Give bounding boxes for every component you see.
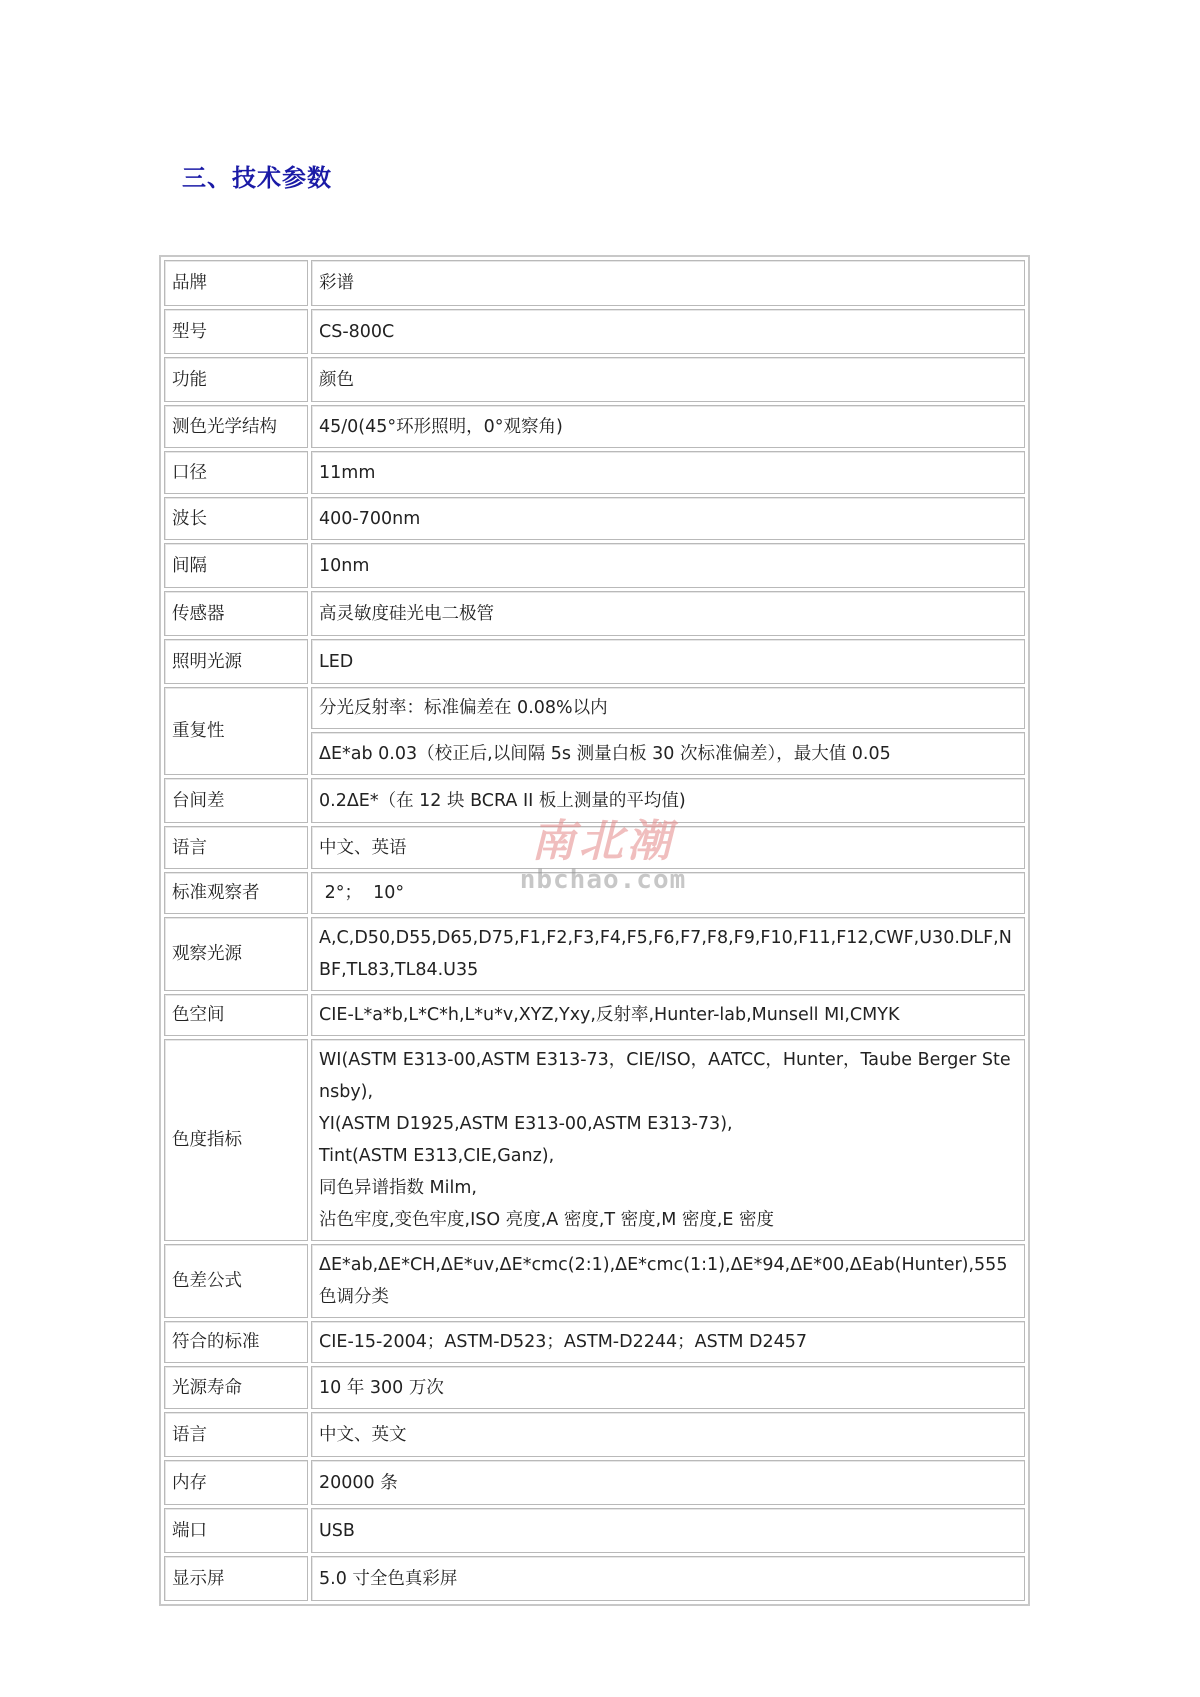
row-label: 符合的标准 — [164, 1321, 308, 1363]
table-row — [164, 639, 1025, 684]
table-row — [164, 497, 1025, 540]
row-label: 色度指标 — [164, 1039, 308, 1241]
row-value: 11mm — [311, 451, 1025, 494]
color-index-line: 沾色牢度,变色牢度,ISO 亮度,A 密度,T 密度,M 密度,E 密度 — [319, 1210, 775, 1230]
row-value: 400-700nm — [311, 497, 1025, 540]
row-label: 标准观察者 — [164, 872, 308, 914]
color-index-line: WI(ASTM E313-00,ASTM E313-73，CIE/ISO，AATCC，Hunter，Taube Berger Stensby), — [319, 1050, 1011, 1102]
row-label: 语言 — [164, 1412, 308, 1457]
row-value: LED — [311, 639, 1025, 684]
color-index-line: Tint(ASTM E313,CIE,Ganz), — [319, 1146, 555, 1166]
row-value: 中文、英语 — [311, 826, 1025, 869]
row-value: 彩谱 — [311, 260, 1025, 306]
row-value: USB — [311, 1508, 1025, 1553]
table-row — [164, 778, 1025, 823]
row-value: 10nm — [311, 543, 1025, 588]
table-row — [164, 1556, 1025, 1601]
row-value: 颜色 — [311, 357, 1025, 402]
table-row — [164, 451, 1025, 494]
row-label: 波长 — [164, 497, 308, 540]
table-row — [164, 872, 1025, 914]
row-value: 5.0 寸全色真彩屏 — [311, 1556, 1025, 1601]
row-label: 间隔 — [164, 543, 308, 588]
table-row — [164, 543, 1025, 588]
row-label: 内存 — [164, 1460, 308, 1505]
row-value: 分光反射率：标准偏差在 0.08%以内 — [311, 687, 1025, 729]
row-label: 台间差 — [164, 778, 308, 823]
row-value: 10 年 300 万次 — [311, 1366, 1025, 1409]
table-row — [164, 687, 1025, 729]
row-label: 显示屏 — [164, 1556, 308, 1601]
table-row — [164, 1321, 1025, 1363]
table-row — [164, 309, 1025, 354]
table-row — [164, 1039, 1025, 1241]
row-value: 高灵敏度硅光电二极管 — [311, 591, 1025, 636]
row-value: CIE-15-2004；ASTM-D523；ASTM-D2244；ASTM D2457 — [311, 1321, 1025, 1363]
row-label: 光源寿命 — [164, 1366, 308, 1409]
watermark-logo-en: nbchao.com — [519, 865, 687, 895]
table-row — [164, 1460, 1025, 1505]
table-row — [164, 260, 1025, 306]
row-value: CIE-L*a*b,L*C*h,L*u*v,XYZ,Yxy,反射率,Hunter-lab,Munsell MI,CMYK — [311, 994, 1025, 1036]
row-label: 品牌 — [164, 260, 308, 306]
spec-table — [159, 255, 1030, 1606]
row-value: 中文、英文 — [311, 1412, 1025, 1457]
row-label: 重复性 — [164, 687, 308, 775]
row-label: 语言 — [164, 826, 308, 869]
watermark-logo-cn: 南北潮 — [531, 816, 675, 867]
row-label: 口径 — [164, 451, 308, 494]
row-value: 45/0(45°环形照明，0°观察角) — [311, 405, 1025, 448]
table-row — [164, 1412, 1025, 1457]
color-index-line: 同色异谱指数 Milm, — [319, 1178, 477, 1198]
page-title: 三、技术参数 — [182, 164, 332, 192]
row-value: ΔE*ab 0.03（校正后,以间隔 5s 测量白板 30 次标准偏差），最大值 0.05 — [311, 732, 1025, 775]
table-row — [164, 826, 1025, 869]
table-row — [164, 1244, 1025, 1318]
row-label: 传感器 — [164, 591, 308, 636]
row-label: 功能 — [164, 357, 308, 402]
row-label: 端口 — [164, 1508, 308, 1553]
table-row — [164, 1366, 1025, 1409]
row-value: CS-800C — [311, 309, 1025, 354]
row-label: 测色光学结构 — [164, 405, 308, 448]
row-value: 2°； 10° — [311, 872, 1025, 914]
table-row — [164, 1508, 1025, 1553]
table-row — [164, 917, 1025, 991]
row-value: A,C,D50,D55,D65,D75,F1,F2,F3,F4,F5,F6,F7,F8,F9,F10,F11,F12,CWF,U30.DLF,NBF,TL83,TL84.U35 — [311, 917, 1025, 991]
row-value: 20000 条 — [311, 1460, 1025, 1505]
row-label: 照明光源 — [164, 639, 308, 684]
color-index-line: YI(ASTM D1925,ASTM E313-00,ASTM E313-73), — [319, 1114, 733, 1134]
row-label: 观察光源 — [164, 917, 308, 991]
row-label: 型号 — [164, 309, 308, 354]
table-row — [164, 994, 1025, 1036]
row-label: 色差公式 — [164, 1244, 308, 1318]
row-value — [311, 1039, 1025, 1241]
table-row — [164, 405, 1025, 448]
row-value: ΔE*ab,ΔE*CH,ΔE*uv,ΔE*cmc(2:1),ΔE*cmc(1:1),ΔE*94,ΔE*00,ΔEab(Hunter),555 色调分类 — [311, 1244, 1025, 1318]
table-row — [164, 357, 1025, 402]
row-value: 0.2ΔE*（在 12 块 BCRA II 板上测量的平均值) — [311, 778, 1025, 823]
table-row — [164, 591, 1025, 636]
row-label: 色空间 — [164, 994, 308, 1036]
